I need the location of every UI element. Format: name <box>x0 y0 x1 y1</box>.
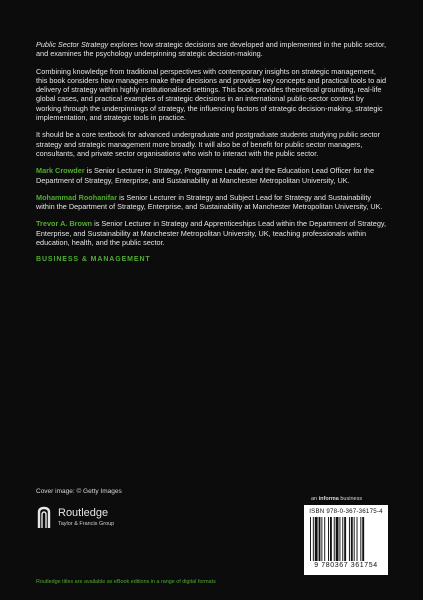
description-text: explores how strategic decisions are developed and implemented in the public sector, and examines the psychology underpinning strategic decision-making. <box>36 40 387 59</box>
isbn-label: ISBN 978-0-367-36175-4 <box>309 508 383 515</box>
informa-prefix: an <box>311 496 319 502</box>
isbn-barcode-box <box>304 505 388 575</box>
barcode-bar <box>330 517 332 561</box>
publisher-logo <box>36 505 156 535</box>
subject-category: BUSINESS & MANAGEMENT <box>36 256 151 264</box>
description-paragraph-2: Combining knowledge from traditional perspectives with contemporary insights on strategic management, this book considers how managers make their decisions and provides key concepts and practical tools to aid delivery of strategy within highly institutionalised settings. This book provides theoretical grounding, real-life global cases, and practical examples of strategic decisions in an international public-sector context by working through the underpinnings of strategy, the influencing factors of strategic decision-making, strategic implementation, and strategic tools in practice. <box>36 66 387 123</box>
author-name: Mark Crowder <box>36 166 85 176</box>
informa-business-label <box>311 496 362 502</box>
barcode-bar <box>339 517 340 561</box>
barcode-bar <box>362 517 364 561</box>
barcode-bar <box>310 517 311 561</box>
barcode-digits: 9 780367 361754 <box>314 562 378 569</box>
author-bio-text: is Senior Lecturer in Strategy and Apprenticeships Lead within the Department of Strategy, Enterprise, and Sustainability at Manchester Metropolitan University, UK, teaching professionals within education, health, and the public sector. <box>36 219 387 248</box>
barcode-bar <box>336 517 339 561</box>
author-bio <box>36 219 388 247</box>
barcode-bar <box>354 517 355 561</box>
barcode-bar <box>313 517 314 561</box>
author-bio-text: is Senior Lecturer in Strategy and Subject Lead for Strategy and Sustainability within the Department of Strategy, Enterprise, and Sustainability at Manchester Metropolitan University, UK. <box>36 192 383 212</box>
author-bio <box>36 193 388 212</box>
barcode-bar <box>334 517 335 561</box>
barcode-bar <box>321 517 322 561</box>
author-name: Trevor A. Brown <box>36 219 93 229</box>
book-title: Public Sector Strategy <box>36 40 109 49</box>
barcode-bar <box>328 517 329 561</box>
description-paragraph-3: It should be a core textbook for advanced undergraduate and postgraduate students studying public sector strategy and strategic management more broadly. It will also be of benefit for public sector managers, consultants, and private sector organisations who wish to interact with the public sector. <box>36 130 380 158</box>
barcode-bar <box>344 517 346 561</box>
barcode-bar <box>342 517 343 561</box>
barcode-bar <box>324 517 325 561</box>
barcode <box>310 517 382 561</box>
author-name: Mohammad Roohanifar <box>36 192 118 202</box>
description-paragraph-1 <box>36 40 388 59</box>
publisher-name: Routledge <box>58 507 109 519</box>
barcode-bar <box>360 517 361 561</box>
back-cover-text <box>36 40 388 265</box>
informa-name: informa <box>318 496 339 502</box>
author-bio <box>36 166 388 185</box>
publisher-group: Taylor & Francis Group <box>58 521 115 527</box>
barcode-bar <box>349 517 350 561</box>
barcode-bar <box>351 517 353 561</box>
cover-image-credit: Cover image: © Getty Images <box>36 488 122 495</box>
barcode-bar <box>315 517 318 561</box>
ebook-availability-note: Routledge titles are available as eBook editions in a range of digital formats <box>36 579 216 585</box>
barcode-bar <box>357 517 358 561</box>
barcode-bar <box>319 517 321 561</box>
informa-suffix: business <box>338 496 363 502</box>
routledge-logo-icon <box>36 506 52 530</box>
author-bio-text: is Senior Lecturer in Strategy, Programme Leader, and the Education Lead Officer for the Department of Strategy, Enterprise, and Sustainability at Manchester Metropolitan University, UK. <box>36 166 375 185</box>
